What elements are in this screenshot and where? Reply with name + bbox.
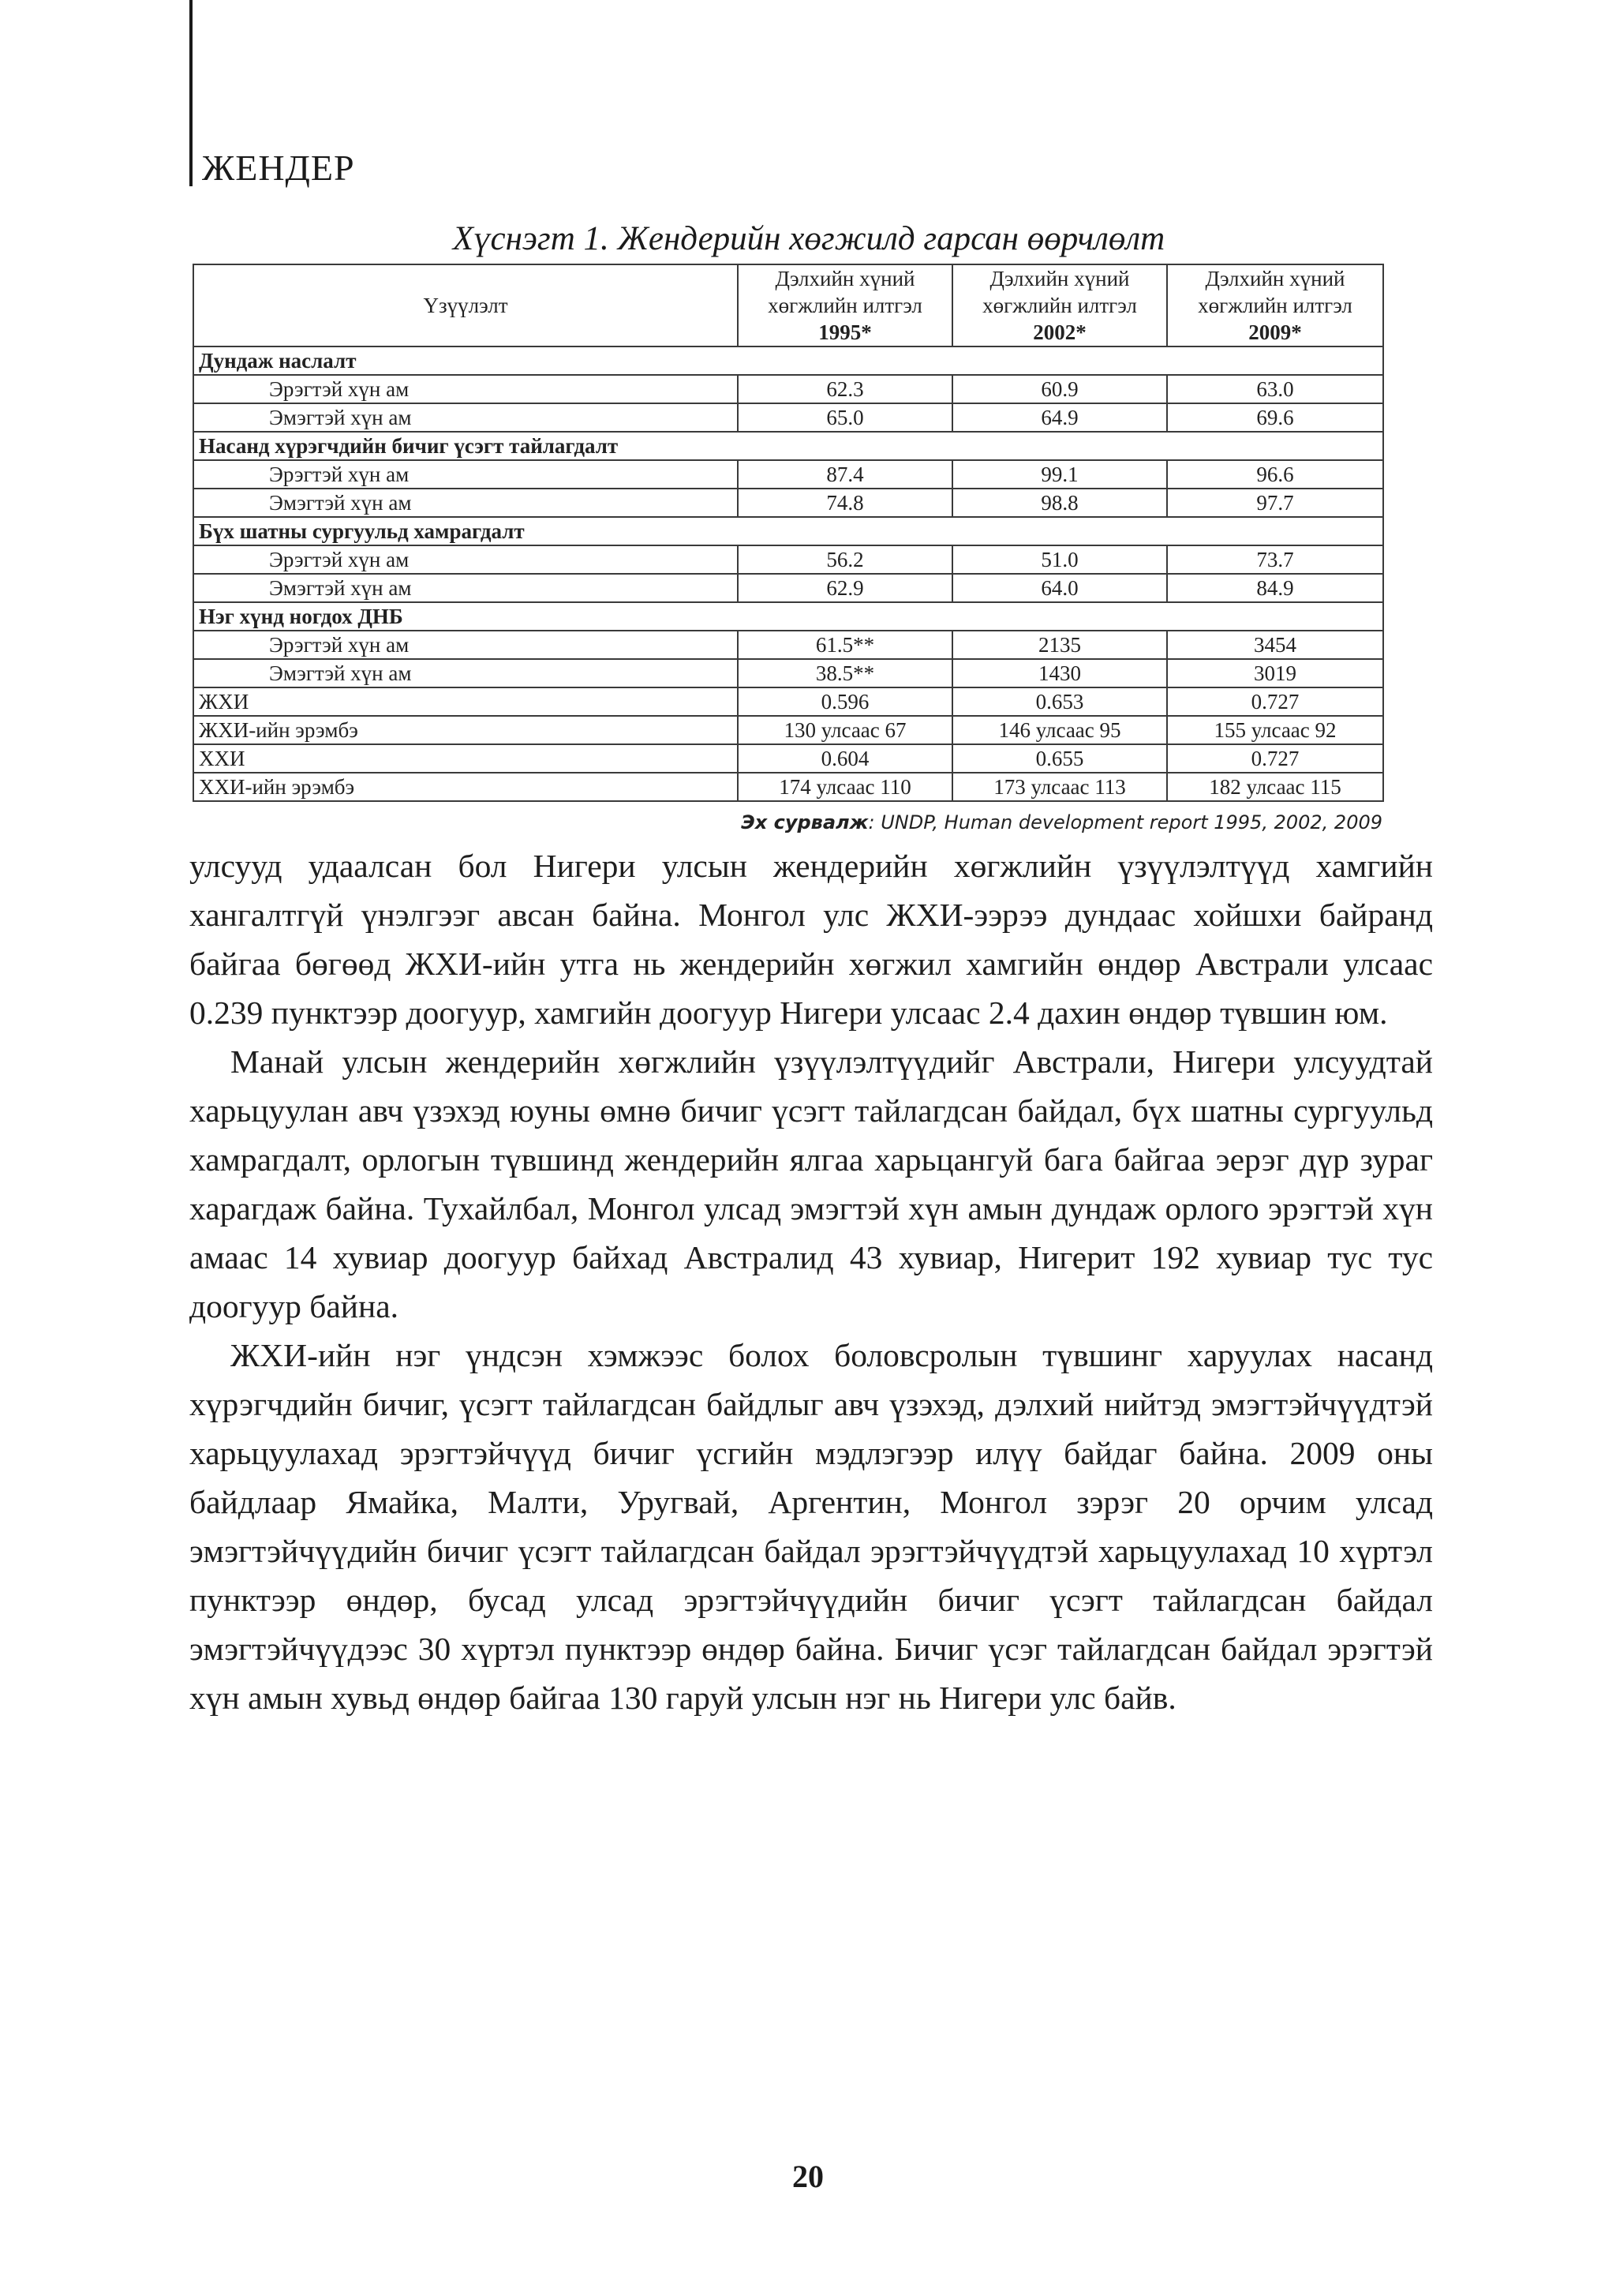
cell-2002: 98.8 [952,489,1167,517]
row-label: Эмэгтэй хүн ам [193,489,738,517]
cell-1995: 87.4 [738,460,952,489]
margin-rule [189,0,193,186]
table-group-row [193,602,1383,631]
column-header-line: хөгжлийн илтгэл [982,294,1137,317]
cell-1995: 0.604 [738,744,952,773]
column-header-2002 [952,264,1167,346]
column-header-line: хөгжлийн илтгэл [768,294,922,317]
table-row [193,773,1383,801]
cell-1995: 74.8 [738,489,952,517]
cell-1995: 38.5** [738,659,952,687]
column-header-line: Дэлхийн хүний [989,267,1130,290]
column-header-line: Дэлхийн хүний [775,267,915,290]
cell-1995: 62.9 [738,574,952,602]
cell-1995: 62.3 [738,375,952,403]
paragraph: Манай улсын жендерийн хөгжлийн үзүүлэлтүүдийг Австрали, Нигери улсуудтай харьцуулан авч үзэхэд юуны өмнө бичиг үсэгт тайлагдсан байдал, бүх шатны сургуульд хамрагдалт, орлогын түвшинд жендерийн ялгаа харьцангуй бага байгаа эерэг дүр зураг харагдаж байна. Тухайлбал, Монгол улсад эмэгтэй хүн амын дундаж орлого эрэгтэй хүн амаас 14 хувиар доогуур байхад Австралид 43 хувиар, Нигерит 192 хувиар тус тус доогуур байна. [189,1043,1433,1324]
column-header-2009 [1167,264,1383,346]
table-row [193,489,1383,517]
source-text: : UNDP, Human development report 1995, 2002, 2009 [868,811,1382,833]
cell-2002: 64.9 [952,403,1167,432]
cell-1995: 61.5** [738,631,952,659]
table-header-row [193,264,1383,346]
table-group-row [193,432,1383,460]
column-header-year: 2009* [1248,320,1302,344]
gender-development-table [193,264,1384,802]
row-label: ЖХИ [193,687,738,716]
cell-2009: 3019 [1167,659,1383,687]
column-header-line: хөгжлийн илтгэл [1198,294,1352,317]
row-label: Эмэгтэй хүн ам [193,574,738,602]
table-group-row [193,517,1383,545]
group-label: Дундаж наслалт [193,346,1383,375]
cell-1995: 56.2 [738,545,952,574]
cell-2009: 3454 [1167,631,1383,659]
section-title: ЖЕНДЕР [202,148,355,188]
cell-2009: 182 улсаас 115 [1167,773,1383,801]
table-row [193,687,1383,716]
table-group-row [193,346,1383,375]
cell-2002: 2135 [952,631,1167,659]
cell-2009: 97.7 [1167,489,1383,517]
table-row [193,716,1383,744]
page-number: 20 [792,2159,824,2194]
cell-2009: 96.6 [1167,460,1383,489]
row-label: ХХИ [193,744,738,773]
column-header-1995 [738,264,952,346]
cell-2002: 64.0 [952,574,1167,602]
table-row [193,659,1383,687]
table-row [193,403,1383,432]
row-label: Эмэгтэй хүн ам [193,403,738,432]
table-row [193,574,1383,602]
row-label: ЖХИ-ийн эрэмбэ [193,716,738,744]
cell-2002: 0.655 [952,744,1167,773]
row-label: Эрэгтэй хүн ам [193,460,738,489]
cell-2009: 63.0 [1167,375,1383,403]
cell-2002: 99.1 [952,460,1167,489]
column-header-year: 2002* [1033,320,1087,344]
cell-2009: 0.727 [1167,744,1383,773]
group-label: Нэг хүнд ногдох ДНБ [193,602,1383,631]
paragraph: улсууд удаалсан бол Нигери улсын жендерийн хөгжлийн үзүүлэлтүүд хамгийн хангалтгүй үнэлгээг авсан байна. Монгол улс ЖХИ-ээрээ дундаас хойшхи байранд байгаа бөгөөд ЖХИ-ийн утга нь жендерийн хөгжил хамгийн өндөр Австрали улсаас 0.239 пунктээр доогуур, хамгийн доогуур Нигери улсаас 2.4 дахин өндөр түвшин юм. [189,848,1433,1031]
table-caption: Хүснэгт 1. Жендерийн хөгжилд гарсан өөрчлөлт [452,220,1165,257]
cell-2009: 84.9 [1167,574,1383,602]
table-source-note [193,811,1382,833]
cell-2002: 0.653 [952,687,1167,716]
table-row [193,460,1383,489]
table-row [193,744,1383,773]
group-label: Насанд хүрэгчдийн бичиг үсэгт тайлагдалт [193,432,1383,460]
cell-2009: 69.6 [1167,403,1383,432]
table-row [193,375,1383,403]
cell-1995: 174 улсаас 110 [738,773,952,801]
table-row [193,545,1383,574]
cell-1995: 130 улсаас 67 [738,716,952,744]
row-label: Эмэгтэй хүн ам [193,659,738,687]
column-header-year: 1995* [818,320,872,344]
cell-2002: 60.9 [952,375,1167,403]
cell-2002: 51.0 [952,545,1167,574]
cell-2002: 173 улсаас 113 [952,773,1167,801]
column-header-indicator: Үзүүлэлт [193,264,738,346]
row-label: Эрэгтэй хүн ам [193,375,738,403]
cell-2009: 155 улсаас 92 [1167,716,1383,744]
cell-2002: 146 улсаас 95 [952,716,1167,744]
row-label: Эрэгтэй хүн ам [193,631,738,659]
row-label: ХХИ-ийн эрэмбэ [193,773,738,801]
source-label: Эх сурвалж [741,811,869,833]
cell-2002: 1430 [952,659,1167,687]
cell-2009: 0.727 [1167,687,1383,716]
body-text [189,841,1433,1722]
cell-1995: 65.0 [738,403,952,432]
cell-2009: 73.7 [1167,545,1383,574]
table-row [193,631,1383,659]
column-header-line: Дэлхийн хүний [1205,267,1345,290]
paragraph: ЖХИ-ийн нэг үндсэн хэмжээс болох боловсролын түвшинг харуулах насанд хүрэгчдийн бичиг, үсэгт тайлагдсан байдлыг авч үзэхэд, дэлхий нийтэд эмэгтэйчүүдтэй харьцуулахад эрэгтэйчүүд бичиг үсгийн мэдлэгээр илүү байдаг байна. 2009 оны байдлаар Ямайка, Малти, Уругвай, Аргентин, Монгол зэрэг 20 орчим улсад эмэгтэйчүүдийн бичиг үсэгт тайлагдсан байдал эрэгтэйчүүдтэй харьцуулахад 10 хүртэл пунктээр өндөр, бусад улсад эрэгтэйчүүдийн бичиг үсэгт тайлагдсан байдал эмэгтэйчүүдээс 30 хүртэл пунктээр өндөр байна. Бичиг үсэг тайлагдсан байдал эрэгтэй хүн амын хувьд өндөр байгаа 130 гаруй улсын нэг нь Нигери улс байв. [189,1337,1433,1716]
group-label: Бүх шатны сургуульд хамрагдалт [193,517,1383,545]
cell-1995: 0.596 [738,687,952,716]
row-label: Эрэгтэй хүн ам [193,545,738,574]
